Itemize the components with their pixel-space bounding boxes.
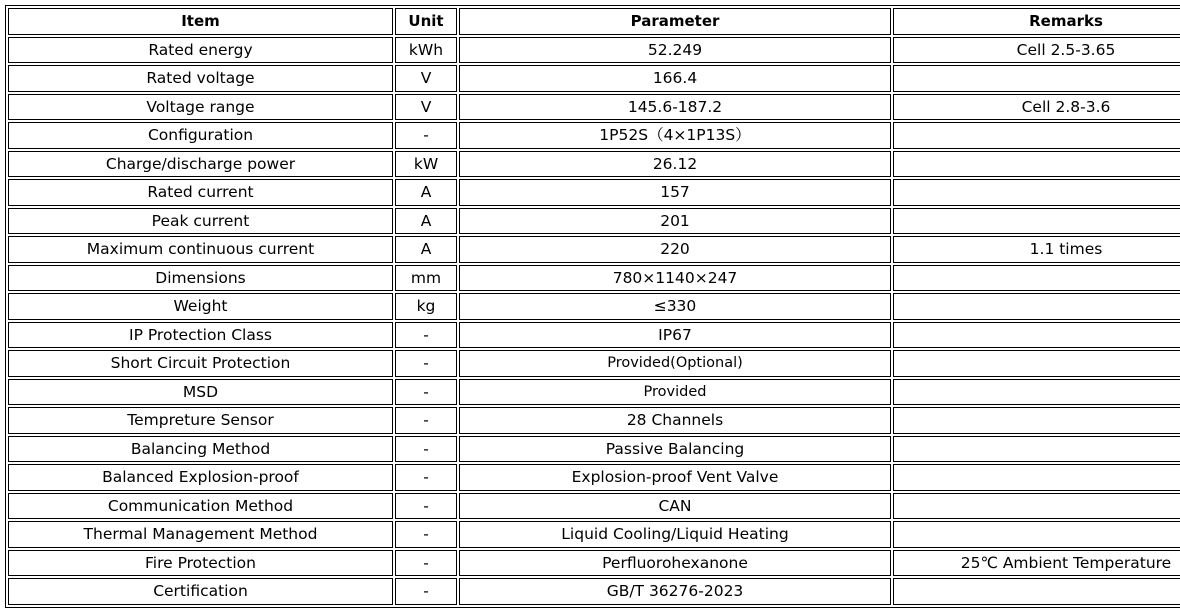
table-header — [8, 8, 1180, 35]
cell-unit: - — [395, 550, 457, 577]
cell-parameter: Passive Balancing — [459, 436, 891, 463]
table-row — [8, 350, 1180, 377]
cell-remarks: 25℃ Ambient Temperature — [893, 550, 1180, 577]
cell-unit: A — [395, 208, 457, 235]
spec-table-container — [5, 5, 1180, 608]
table-row — [8, 521, 1180, 548]
cell-parameter: 166.4 — [459, 65, 891, 92]
cell-parameter: Perfluorohexanone — [459, 550, 891, 577]
cell-parameter: 201 — [459, 208, 891, 235]
cell-unit: mm — [395, 265, 457, 292]
cell-unit: - — [395, 578, 457, 605]
cell-unit: - — [395, 379, 457, 406]
table-row — [8, 122, 1180, 149]
cell-parameter: Provided(Optional) — [459, 350, 891, 377]
cell-unit: kWh — [395, 37, 457, 64]
header-row — [8, 8, 1180, 35]
cell-item: Peak current — [8, 208, 393, 235]
cell-unit: - — [395, 322, 457, 349]
header-remarks: Remarks — [893, 8, 1180, 35]
cell-item: Charge/discharge power — [8, 151, 393, 178]
table-row — [8, 208, 1180, 235]
cell-parameter: ≤330 — [459, 293, 891, 320]
cell-parameter: Liquid Cooling/Liquid Heating — [459, 521, 891, 548]
cell-parameter: 1P52S（4×1P13S） — [459, 122, 891, 149]
table-row — [8, 379, 1180, 406]
cell-remarks — [893, 293, 1180, 320]
cell-item: Rated current — [8, 179, 393, 206]
table-row — [8, 550, 1180, 577]
cell-unit: kg — [395, 293, 457, 320]
cell-remarks — [893, 521, 1180, 548]
cell-parameter: Explosion-proof Vent Valve — [459, 464, 891, 491]
cell-item: Certification — [8, 578, 393, 605]
header-unit: Unit — [395, 8, 457, 35]
cell-parameter: 157 — [459, 179, 891, 206]
cell-unit: - — [395, 493, 457, 520]
cell-remarks — [893, 151, 1180, 178]
table-row — [8, 293, 1180, 320]
cell-item: Rated voltage — [8, 65, 393, 92]
cell-item: Weight — [8, 293, 393, 320]
cell-parameter: 220 — [459, 236, 891, 263]
cell-item: Short Circuit Protection — [8, 350, 393, 377]
cell-item: Maximum continuous current — [8, 236, 393, 263]
cell-remarks — [893, 65, 1180, 92]
cell-unit: A — [395, 236, 457, 263]
cell-parameter: CAN — [459, 493, 891, 520]
cell-remarks — [893, 379, 1180, 406]
cell-parameter: Provided — [459, 379, 891, 406]
cell-remarks — [893, 122, 1180, 149]
cell-unit: - — [395, 436, 457, 463]
table-row — [8, 493, 1180, 520]
cell-remarks: Cell 2.5-3.65 — [893, 37, 1180, 64]
table-row — [8, 151, 1180, 178]
cell-remarks — [893, 350, 1180, 377]
table-row — [8, 179, 1180, 206]
cell-item: Fire Protection — [8, 550, 393, 577]
cell-remarks — [893, 179, 1180, 206]
table-row — [8, 236, 1180, 263]
cell-item: Configuration — [8, 122, 393, 149]
cell-parameter: 28 Channels — [459, 407, 891, 434]
cell-unit: - — [395, 407, 457, 434]
table-row — [8, 436, 1180, 463]
table-row — [8, 464, 1180, 491]
cell-remarks: Cell 2.8-3.6 — [893, 94, 1180, 121]
cell-item: Balanced Explosion-proof — [8, 464, 393, 491]
cell-item: MSD — [8, 379, 393, 406]
cell-unit: kW — [395, 151, 457, 178]
cell-unit: - — [395, 350, 457, 377]
cell-parameter: 145.6-187.2 — [459, 94, 891, 121]
cell-parameter: 780×1140×247 — [459, 265, 891, 292]
cell-remarks — [893, 436, 1180, 463]
table-row — [8, 578, 1180, 605]
table-row — [8, 322, 1180, 349]
cell-remarks — [893, 578, 1180, 605]
cell-unit: A — [395, 179, 457, 206]
cell-parameter: IP67 — [459, 322, 891, 349]
table-row — [8, 265, 1180, 292]
table-row — [8, 407, 1180, 434]
header-parameter: Parameter — [459, 8, 891, 35]
cell-item: Voltage range — [8, 94, 393, 121]
cell-item: Thermal Management Method — [8, 521, 393, 548]
cell-remarks — [893, 464, 1180, 491]
table-body — [8, 37, 1180, 605]
table-row — [8, 65, 1180, 92]
cell-unit: V — [395, 94, 457, 121]
cell-remarks — [893, 407, 1180, 434]
header-item: Item — [8, 8, 393, 35]
cell-parameter: GB/T 36276-2023 — [459, 578, 891, 605]
cell-unit: V — [395, 65, 457, 92]
cell-item: Rated energy — [8, 37, 393, 64]
cell-unit: - — [395, 122, 457, 149]
cell-remarks: 1.1 times — [893, 236, 1180, 263]
cell-remarks — [893, 208, 1180, 235]
cell-remarks — [893, 493, 1180, 520]
cell-item: Balancing Method — [8, 436, 393, 463]
cell-unit: - — [395, 521, 457, 548]
cell-parameter: 52.249 — [459, 37, 891, 64]
cell-item: IP Protection Class — [8, 322, 393, 349]
cell-parameter: 26.12 — [459, 151, 891, 178]
cell-item: Communication Method — [8, 493, 393, 520]
cell-remarks — [893, 322, 1180, 349]
spec-table — [5, 5, 1180, 608]
table-row — [8, 37, 1180, 64]
cell-item: Tempreture Sensor — [8, 407, 393, 434]
cell-unit: - — [395, 464, 457, 491]
cell-item: Dimensions — [8, 265, 393, 292]
cell-remarks — [893, 265, 1180, 292]
table-row — [8, 94, 1180, 121]
